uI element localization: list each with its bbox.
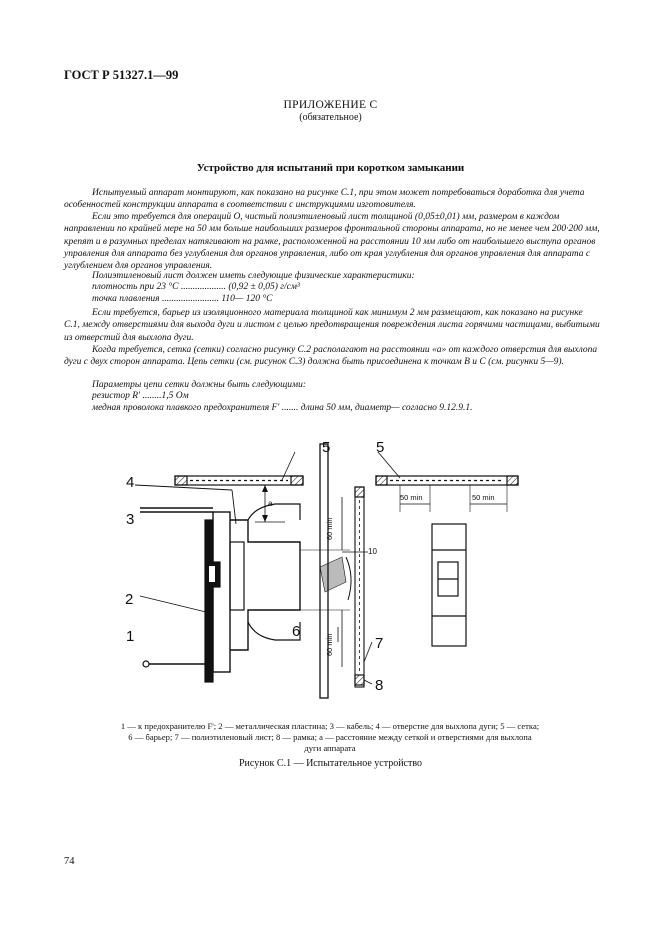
annex-title: ПРИЛОЖЕНИЕ С [283, 99, 378, 111]
document-code: ГОСТ Р 51327.1—99 [64, 68, 179, 82]
paragraph-6-text: Параметры цепи сетки должны быть следующими: [92, 380, 307, 390]
melting-point-line: точка плавления ........................ 110— 120 °C [92, 294, 273, 304]
page-number: 74 [64, 856, 75, 867]
test-device-figure [110, 432, 530, 700]
sheet-frame [355, 487, 364, 687]
paragraph-4 [64, 307, 600, 344]
annex-subtitle: (обязательное) [299, 112, 362, 123]
paragraph-1 [64, 187, 600, 212]
paragraph-5-text: Когда требуется, сетка (сетки) согласно рисунку С.2 располагают на расстоянии «а» от каждого отверстия для выхлопа дуги с двух сторон аппарата. Цепь сетки (см. рисунок С.3) должна быть присоединена к точкам В и С (см. рисунки 5—9). [64, 345, 598, 368]
label-3: 3 [126, 511, 135, 528]
label-5-left: 5 [322, 439, 331, 456]
section-title: Устройство для испытаний при коротком замыкании [196, 162, 465, 174]
dim-a-label: a [268, 499, 273, 508]
paragraph-2-text: Если это требуется для операций О, чистый полиэтиленовый лист толщиной (0,05±0,01) мм, размером в каждом направлении по крайней мере на 50 мм больше наибольших размеров фронтальной стороны аппарата, но не менее чем 200·200 мм, крепят и в разумных пределах натягивают на рамке, расположенной на расстоянии 10 мм либо от наибольшего выступа органов управления для аппарата без углубления для органов управления, либо от края углубления для органов управления для аппарата с углублением для органов управления. [64, 212, 600, 272]
fuse-wire-line: медная проволока плавкого предохранителя F' ....... длина 50 мм, диаметр— согласно 9.12.9.1. [92, 403, 473, 413]
label-2: 2 [125, 591, 134, 608]
dim-10-label: 10 [368, 547, 377, 556]
paragraph-4-text: Если требуется, барьер из изоляционного материала толщиной как минимум 2 мм размещают, как показано на рисунке С.1, между отверстиями для выхода дуги и листом с целью предотвращения повреждения листа горячими частицами, выбитыми из отверстий для выхлопа дуги. [64, 308, 600, 343]
dim-60-bottom-label: 60 min [325, 633, 334, 656]
label-5-right: 5 [376, 439, 385, 456]
dim-50-left-label: 50 min [400, 493, 423, 502]
resistor-line: резистор R' ........1,5 Ом [92, 391, 189, 401]
device-front-view [432, 524, 466, 646]
figure-legend: 1 — к предохранителю F'; 2 — металлическая пластина; 3 — кабель; 4 — отверстие для выхлопа дуги; 5 — сетка; 6 — барьер; 7 — полиэтиленовый лист; 8 — рамка; а — расстояние между сеткой и отверстиями для выхлопа дуги аппарата [120, 721, 540, 753]
label-1: 1 [126, 628, 135, 645]
paragraph-6 [64, 379, 600, 391]
dim-60-top-label: 60 min [325, 517, 334, 540]
label-7: 7 [375, 635, 384, 652]
paragraph-2 [64, 211, 600, 272]
grid-top-right [376, 476, 518, 485]
paragraph-3 [64, 270, 600, 282]
figure-caption: Рисунок С.1 — Испытательное устройство [238, 758, 423, 769]
density-line: плотность при 23 °C ................... (0,92 ± 0,05) г/см³ [92, 282, 300, 292]
device-body [205, 504, 300, 682]
label-6: 6 [292, 623, 301, 640]
paragraph-5 [64, 344, 600, 369]
label-4: 4 [126, 474, 135, 491]
paragraph-3-text: Полиэтиленовый лист должен иметь следующие физические характеристики: [92, 271, 415, 281]
paragraph-1-text: Испытуемый аппарат монтируют, как показано на рисунке С.1, при этом может потребоваться доработка для учета особенностей конструкции аппарата в соответствии с инструкциями изготовителя. [64, 188, 585, 211]
grid-top-left [175, 476, 303, 485]
dim-50-right-label: 50 min [472, 493, 495, 502]
label-8: 8 [375, 677, 384, 694]
